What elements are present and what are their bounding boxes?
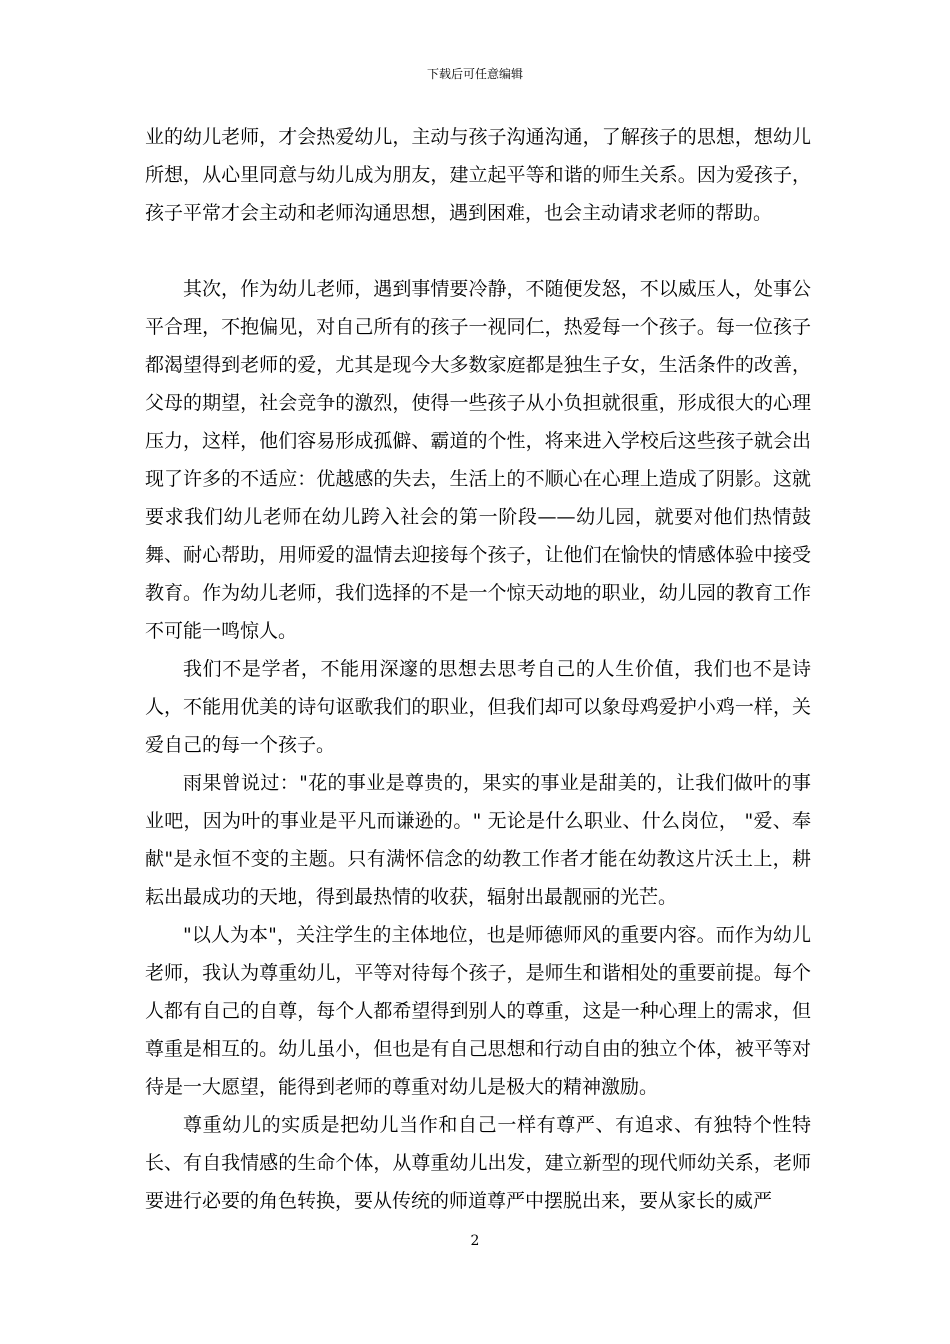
paragraph: 尊重幼儿的实质是把幼儿当作和自己一样有尊严、有追求、有独特个性特长、有自我情感的生命个体，从尊重幼儿出发，建立新型的现代师幼关系，老师要进行必要的角色转换，要从传统的师道尊严中摆脱出来，要从家长的威严 — [145, 1114, 811, 1212]
page-header-note: 下载后可任意编辑 — [426, 67, 523, 81]
paragraph: "以人为本"，关注学生的主体地位，也是师德师风的重要内容。而作为幼儿老师，我认为尊重幼儿，平等对待每个孩子，是师生和谐相处的重要前提。每个人都有自己的自尊，每个人都希望得到别人的尊重，这是一种心理上的需求，但尊重是相互的。幼儿虽小，但也是有自己思想和行动自由的独立个体，被平等对待是一大愿望，能得到老师的尊重对幼儿是极大的精神激励。 — [145, 924, 811, 1098]
page-number: 2 — [470, 1233, 480, 1249]
document-body — [145, 118, 811, 1220]
paragraph: 雨果曾说过："花的事业是尊贵的，果实的事业是甜美的，让我们做叶的事业吧，因为叶的事业是平凡而谦逊的。" 无论是什么职业、什么岗位， "爱、奉献"是永恒不变的主题。只有满怀信念的幼教工作者才能在幼教这片沃土上，耕耘出最成功的天地，得到最热情的收获，辐射出最靓丽的光芒。 — [145, 772, 811, 908]
paragraph: 其次，作为幼儿老师，遇到事情要冷静，不随便发怒，不以威压人，处事公平合理，不抱偏见，对自己所有的孩子一视同仁，热爱每一个孩子。每一位孩子都渴望得到老师的爱，尤其是现今大多数家庭都是独生子女，生活条件的改善，父母的期望，社会竞争的激烈，使得一些孩子从小负担就很重，形成很大的心理压力，这样，他们容易形成孤僻、霸道的个性，将来进入学校后这些孩子就会出现了许多的不适应：优越感的失去，生活上的不顺心在心理上造成了阴影。这就要求我们幼儿老师在幼儿跨入社会的第一阶段——幼儿园，就要对他们热情鼓舞、耐心帮助，用师爱的温情去迎接每个孩子，让他们在愉快的情感体验中接受教育。作为幼儿老师，我们选择的不是一个惊天动地的职业，幼儿园的教育工作不可能一鸣惊人。 — [145, 278, 811, 642]
paragraph-continued: 业的幼儿老师，才会热爱幼儿，主动与孩子沟通沟通，了解孩子的思想，想幼儿所想，从心里同意与幼儿成为朋友，建立起平等和谐的师生关系。因为爱孩子，孩子平常才会主动和老师沟通思想，遇到困难，也会主动请求老师的帮助。 — [145, 126, 811, 224]
paragraph: 我们不是学者，不能用深邃的思想去思考自己的人生价值，我们也不是诗人，不能用优美的诗句讴歌我们的职业，但我们却可以象母鸡爱护小鸡一样，关爱自己的每一个孩子。 — [145, 658, 811, 756]
